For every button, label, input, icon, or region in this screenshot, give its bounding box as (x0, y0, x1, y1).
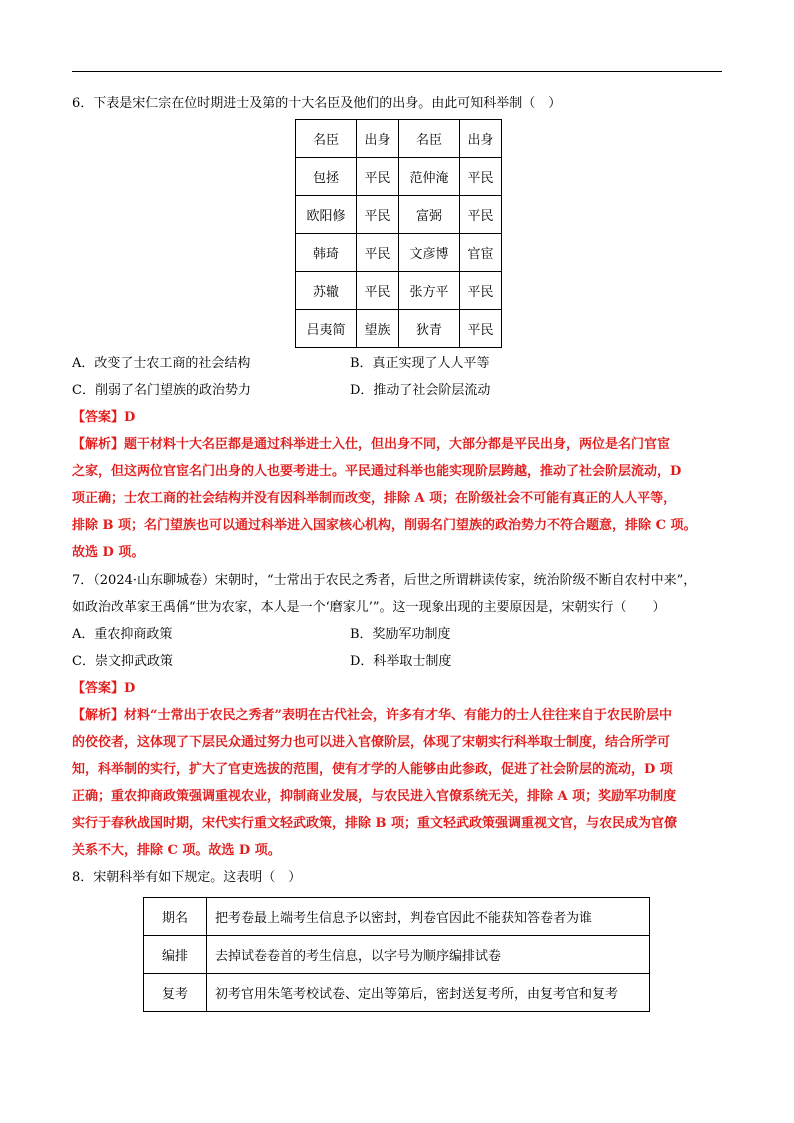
table-row (144, 974, 650, 1012)
q7-option-c: C．崇文抑武政策 (72, 654, 173, 669)
q7-analysis-line: 实行于春秋战国时期，宋代实行重文轻武政策，排除 B 项；重文轻武政策强调重视文官，与农民成为官僚 (72, 816, 678, 831)
q8-stem: 8．宋朝科举有如下规定。这表明（ ） (72, 870, 302, 885)
table-cell: 范仲淹 (399, 158, 460, 196)
q6-analysis-line: 排除 B 项；名门望族也可以通过科举进入国家核心机构，削弱名门望族的政治势力不符合题意，排除 C 项。 (72, 518, 697, 533)
table-cell: 复考 (144, 974, 207, 1012)
table-header-cell: 出身 (460, 120, 502, 158)
q6-stem: 6．下表是宋仁宗在位时期进士及第的十大名臣及他们的出身。由此可知科举制（ ） (72, 96, 562, 111)
q6-analysis-line: 【解析】题干材料十大名臣都是通过科举进士入仕，但出身不同，大部分都是平民出身，两位是名门官宦 (72, 437, 671, 452)
q7-option-b: B．奖励军功制度 (350, 627, 451, 642)
table-cell: 包拯 (296, 158, 357, 196)
q6-table (295, 119, 502, 348)
table-cell: 苏辙 (296, 272, 357, 310)
table-header-cell: 名臣 (296, 120, 357, 158)
table-cell: 狄青 (399, 310, 460, 348)
table-cell: 文彦博 (399, 234, 460, 272)
table-header-cell: 名臣 (399, 120, 460, 158)
q7-analysis-line: 知，科举制的实行，扩大了官吏选拔的范围，使有才学的人能够由此参政，促进了社会阶层的流动，D 项 (72, 762, 673, 777)
table-cell: 望族 (357, 310, 399, 348)
table-cell: 编排 (144, 936, 207, 974)
table-cell: 初考官用朱笔考校试卷、定出等第后，密封送复考所，由复考官和复考 (207, 974, 650, 1012)
q6-analysis-line: 故选 D 项。 (72, 545, 145, 560)
q6-answer: 【答案】D (72, 410, 136, 425)
table-cell: 平民 (460, 272, 502, 310)
table-row (296, 158, 502, 196)
table-cell: 富弼 (399, 196, 460, 234)
table-cell: 平民 (357, 234, 399, 272)
table-row (144, 936, 650, 974)
table-cell: 把考卷最上端考生信息予以密封，判卷官因此不能获知答卷者为谁 (207, 898, 650, 936)
q6-option-d: D．推动了社会阶层流动 (350, 383, 491, 398)
q7-analysis-line: 关系不大，排除 C 项。故选 D 项。 (72, 843, 281, 858)
table-cell: 期名 (144, 898, 207, 936)
q7-analysis-line: 【解析】材料“士常出于农民之秀者”表明在古代社会，许多有才华、有能力的士人往往来自于农民阶层中 (72, 708, 672, 723)
q6-analysis-line: 之家，但这两位官宦名门出身的人也要考进士。平民通过科举也能实现阶层跨越，推动了社会阶层流动，D (72, 464, 682, 479)
q6-option-b: B．真正实现了人人平等 (350, 356, 490, 371)
table-row (296, 310, 502, 348)
q8-table (143, 897, 650, 1012)
table-cell: 平民 (357, 196, 399, 234)
table-header-row (296, 120, 502, 158)
table-cell: 平民 (357, 272, 399, 310)
q7-stem-line: 如政治改革家王禹偁“世为农家，本人是一个‘磨家儿’”。这一现象出现的主要原因是，宋朝实行（ ） (72, 600, 666, 615)
header-rule (72, 71, 722, 72)
table-row (144, 898, 650, 936)
table-cell: 平民 (460, 310, 502, 348)
q7-answer: 【答案】D (72, 681, 136, 696)
q7-analysis-line: 正确；重农抑商政策强调重视农业，抑制商业发展，与农民进入官僚系统无关，排除 A 项；奖励军功制度 (72, 789, 677, 804)
table-cell: 欧阳修 (296, 196, 357, 234)
q6-analysis-line: 项正确；士农工商的社会结构并没有因科举制而改变，排除 A 项；在阶级社会不可能有真正的人人平等， (72, 491, 677, 506)
table-cell: 吕夷简 (296, 310, 357, 348)
table-cell: 韩琦 (296, 234, 357, 272)
q6-option-c: C．削弱了名门望族的政治势力 (72, 383, 251, 398)
table-cell: 张方平 (399, 272, 460, 310)
q7-analysis-line: 的佼佼者，这体现了下层民众通过努力也可以进入官僚阶层，体现了宋朝实行科举取士制度，结合所学可 (72, 735, 671, 750)
table-cell: 平民 (460, 196, 502, 234)
table-header-cell: 出身 (357, 120, 399, 158)
table-row (296, 234, 502, 272)
table-cell: 平民 (357, 158, 399, 196)
q7-stem-line: 7．（2024·山东聊城卷）宋朝时，“士常出于农民之秀者，后世之所谓耕读传家，统治阶级不断自农村中来”， (72, 573, 697, 588)
table-cell: 去掉试卷卷首的考生信息，以字号为顺序编排试卷 (207, 936, 650, 974)
q7-option-a: A．重农抑商政策 (72, 627, 173, 642)
table-row (296, 196, 502, 234)
table-cell: 官宦 (460, 234, 502, 272)
table-cell: 平民 (460, 158, 502, 196)
q6-option-a: A．改变了士农工商的社会结构 (72, 356, 251, 371)
q7-option-d: D．科举取士制度 (350, 654, 452, 669)
table-row (296, 272, 502, 310)
